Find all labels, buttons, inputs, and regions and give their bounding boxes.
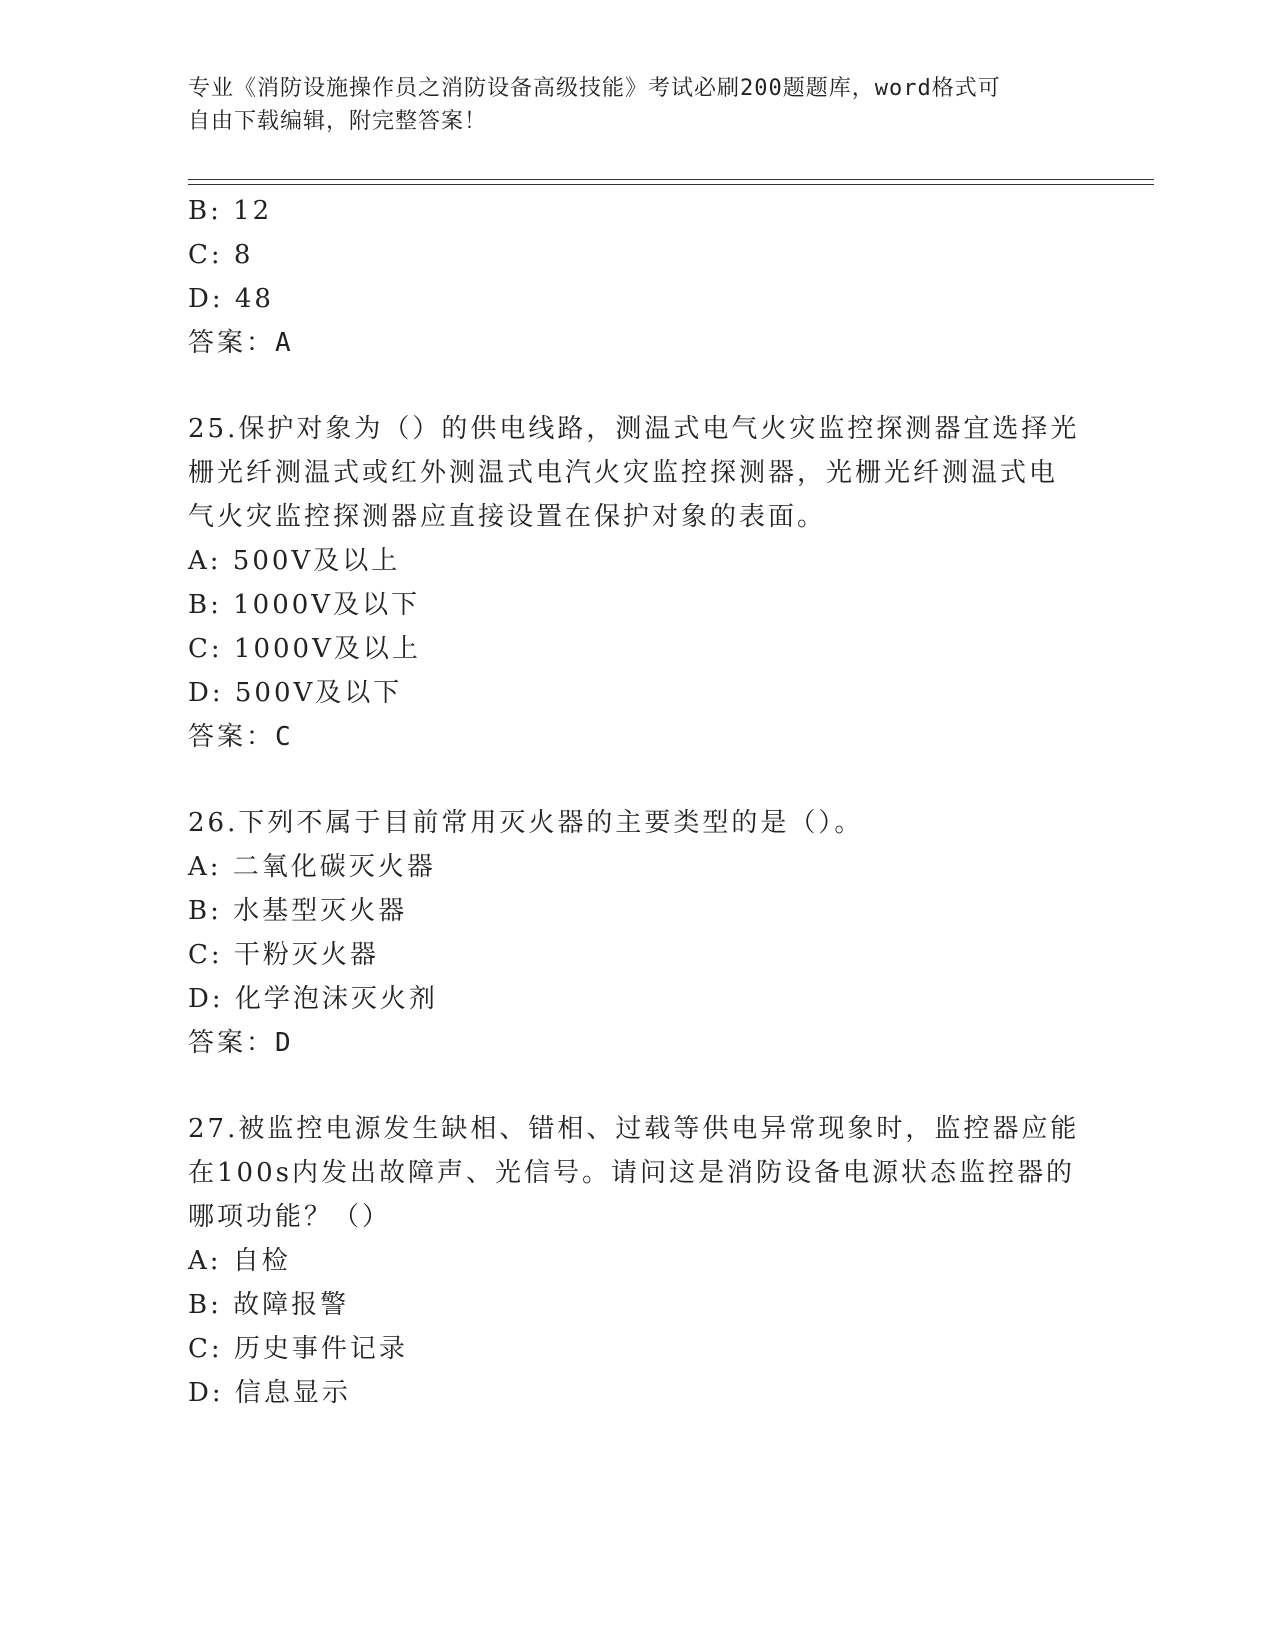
q26-option-a: A: 二氧化碳灭火器 <box>188 852 436 882</box>
answer-label: 答案： <box>188 328 276 358</box>
header-line-1: 专业《消防设施操作员之消防设备高级技能》考试必刷200题题库，word格式可 <box>188 76 1001 101</box>
q25-stem-line-2: 栅光纤测温式或红外测温式电汽火灾监控探测器，光栅光纤测温式电 <box>188 458 1059 488</box>
answer-value: D <box>275 1028 294 1058</box>
q27-option-b: B: 故障报警 <box>188 1290 350 1320</box>
q27-option-d: D: 信息显示 <box>188 1378 351 1408</box>
header-line-2: 自由下载编辑，附完整答案！ <box>188 109 488 134</box>
q27-option-c: C: 历史事件记录 <box>188 1334 408 1364</box>
answer-label: 答案： <box>188 722 276 752</box>
answer-value: A <box>275 328 294 358</box>
q25-answer <box>188 722 294 752</box>
document-header <box>188 72 1068 138</box>
q27-stem-line-1: 27.被监控电源发生缺相、错相、过载等供电异常现象时，监控器应能 <box>188 1114 1080 1144</box>
q26-option-d: D: 化学泡沫灭火剂 <box>188 984 438 1014</box>
q25-option-d: D: 500V及以下 <box>188 678 403 708</box>
q27-stem-line-3: 哪项功能？（） <box>188 1202 392 1232</box>
q27-stem-line-2: 在100s内发出故障声、光信号。请问这是消防设备电源状态监控器的 <box>188 1158 1075 1188</box>
q26-answer <box>188 1028 294 1058</box>
q24-option-b: B: 12 <box>188 196 273 226</box>
q26-option-c: C: 干粉灭火器 <box>188 940 379 970</box>
answer-value: C <box>275 722 294 752</box>
q24-option-d: D: 48 <box>188 284 274 314</box>
q25-stem-line-1: 25.保护对象为（）的供电线路，测温式电气火灾监控探测器宜选择光 <box>188 414 1080 444</box>
q25-option-b: B: 1000V及以下 <box>188 590 421 620</box>
answer-label: 答案： <box>188 1028 276 1058</box>
q25-stem-line-3: 气火灾监控探测器应直接设置在保护对象的表面。 <box>188 502 827 532</box>
q26-stem-line-1: 26.下列不属于目前常用灭火器的主要类型的是（）。 <box>188 808 864 838</box>
header-rule-bottom <box>188 184 1154 185</box>
q25-option-c: C: 1000V及以上 <box>188 634 421 664</box>
q25-option-a: A: 500V及以上 <box>188 546 401 576</box>
q24-option-c: C: 8 <box>188 240 254 270</box>
q26-option-b: B: 水基型灭火器 <box>188 896 408 926</box>
q27-option-a: A: 自检 <box>188 1246 291 1276</box>
header-rule-top <box>188 179 1154 180</box>
q24-answer <box>188 328 294 358</box>
